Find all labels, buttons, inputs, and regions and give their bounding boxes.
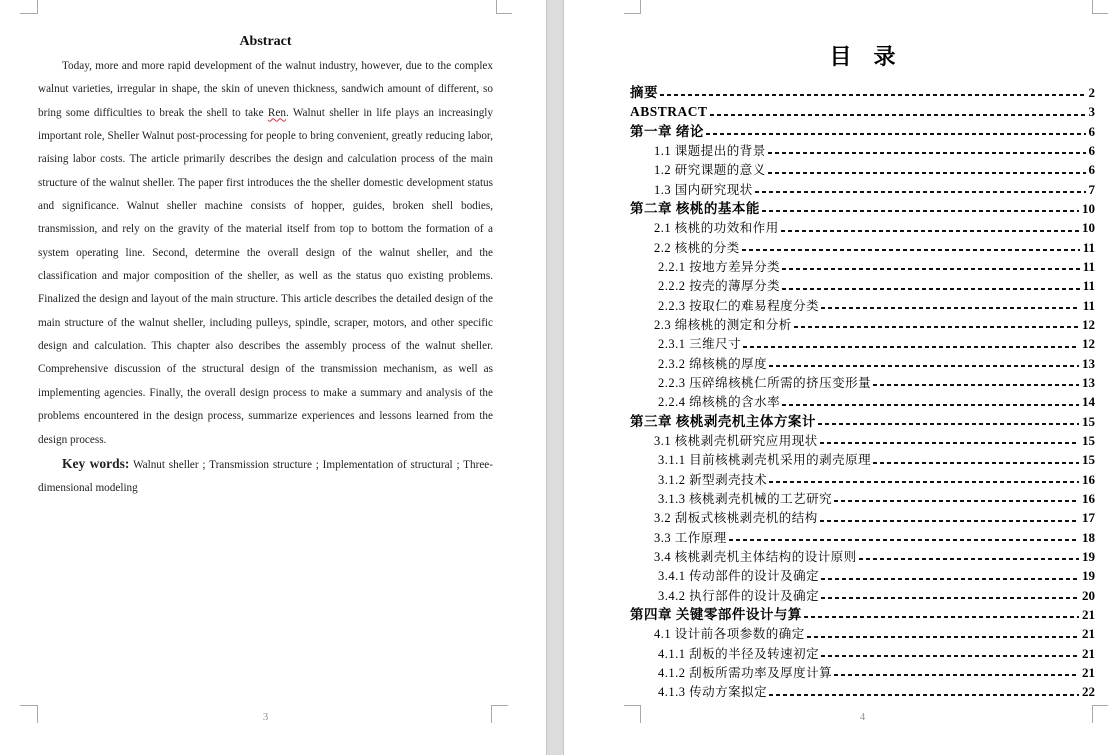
toc-entry-label: 2.2.4 绵核桃的含水率 bbox=[658, 395, 781, 410]
toc-entry[interactable] bbox=[630, 373, 1095, 392]
toc-entry-label: 3.4.1 传动部件的设计及确定 bbox=[658, 569, 820, 584]
toc-entry[interactable] bbox=[630, 586, 1095, 605]
keywords-text: Walnut sheller ; Transmission structure ; Implementation of structural ; Three-dimensional modeling bbox=[38, 458, 493, 495]
keywords-label: Key words: bbox=[62, 455, 130, 471]
abstract-paragraph bbox=[38, 55, 493, 452]
toc-entry-label: 3.1.3 核桃剥壳机械的工艺研究 bbox=[658, 491, 833, 506]
toc-entry-label: 3.4.2 执行部件的设计及确定 bbox=[658, 588, 820, 603]
toc-entry-label: 4.1 设计前各项参数的确定 bbox=[654, 627, 805, 642]
toc-entry-page: 6 bbox=[1088, 142, 1095, 158]
toc-dot-leader bbox=[781, 230, 1079, 232]
toc-entry-page: 15 bbox=[1082, 432, 1095, 448]
toc-entry-label: 1.1 课题提出的背景 bbox=[654, 143, 766, 158]
toc-entry[interactable] bbox=[630, 102, 1095, 121]
abstract-text-before: Today, more and more rapid development of the walnut industry, however, due to the complex walnut varieties, irregular in shape, the skin of uneven thickness, sandwich amount of different, so bring some difficulties to break the shell to take bbox=[38, 60, 493, 119]
toc-entry-label: 2.3.2 绵核桃的厚度 bbox=[658, 356, 768, 371]
toc-entry[interactable] bbox=[630, 238, 1095, 257]
toc-entry[interactable] bbox=[630, 160, 1095, 179]
toc-entry[interactable] bbox=[630, 644, 1095, 663]
toc-dot-leader bbox=[873, 384, 1079, 386]
toc-entry-label: 3.4 核桃剥壳机主体结构的设计原则 bbox=[654, 549, 857, 564]
toc-entry-label: 3.1 核桃剥壳机研究应用现状 bbox=[654, 433, 818, 448]
toc-entry-label: 4.1.1 刮板的半径及转速初定 bbox=[658, 646, 820, 661]
toc-entry-label: 2.2.3 压碎绵核桃仁所需的挤压变形量 bbox=[658, 375, 872, 390]
toc-entry-page: 21 bbox=[1082, 606, 1095, 622]
toc-entry-label: 2.2.3 按取仁的难易程度分类 bbox=[658, 298, 820, 313]
margin-crop-mark bbox=[20, 705, 38, 723]
toc-entry-label: 摘要 bbox=[630, 85, 658, 100]
toc-entry-page: 10 bbox=[1082, 200, 1095, 216]
toc-entry-label: 3.1.1 目前核桃剥壳机采用的剥壳原理 bbox=[658, 453, 872, 468]
toc-entry-page: 17 bbox=[1082, 510, 1095, 526]
toc-dot-leader bbox=[762, 210, 1079, 212]
toc-dot-leader bbox=[768, 152, 1086, 154]
abstract-text-after: . Walnut sheller in life plays an increasingly important role, Sheller Walnut post-processing for people to bring convenient, greatly reducing labor, raising labor costs. The article primarily describes the design and calculation process of the main structure of the walnut sheller. The paper first introduces the the sheller domestic development status and significance. Walnut sheller machine consists of hopper, guides, broken shell bodies, transmission, and rely on the gravity of the material itself from top to bottom the formation of a system operating line. Second, determine the overall design of the walnut sheller, and the classification and major composition of the sheller, as well as the status quo existing problems. Finalized the design and layout of the main structure. This article describes the detailed design of the main structure of the walnut sheller, including pulleys, spindle, scraper, motors, and other specific design and calculation. This chapter also describes the assembly process of the walnut sheller. Comprehensive discussion of the structural design of the transmission mechanism, as well as implementing agencies. Finally, the overall design process to make a summary and analysis of the problems encountered in the design process, summarize experiences and lessons learned from the design process. bbox=[38, 106, 493, 446]
toc-entry-page: 11 bbox=[1082, 297, 1095, 313]
toc-entry[interactable] bbox=[630, 566, 1095, 585]
toc-dot-leader bbox=[820, 442, 1079, 444]
toc-dot-leader bbox=[821, 597, 1079, 599]
toc-dot-leader bbox=[782, 268, 1080, 270]
toc-column bbox=[630, 0, 1095, 702]
toc-entry[interactable] bbox=[630, 334, 1095, 353]
toc-entry-page: 11 bbox=[1082, 239, 1095, 255]
margin-crop-mark bbox=[491, 705, 508, 723]
toc-entry-label: 第二章 核桃的基本能 bbox=[630, 200, 760, 216]
toc-entry-page: 11 bbox=[1082, 278, 1095, 294]
toc-entry-page: 19 bbox=[1082, 548, 1095, 564]
margin-crop-mark bbox=[496, 0, 512, 14]
toc-dot-leader bbox=[768, 172, 1086, 174]
abstract-column bbox=[38, 34, 493, 501]
toc-entry-label: 1.2 研究课题的意义 bbox=[654, 163, 766, 178]
toc-entry-page: 13 bbox=[1082, 355, 1095, 371]
toc-entry-label: 2.2.1 按地方差异分类 bbox=[658, 259, 781, 274]
toc-entry-page: 11 bbox=[1082, 258, 1095, 274]
toc-dot-leader bbox=[782, 404, 1079, 406]
toc-dot-leader bbox=[769, 365, 1079, 367]
toc-dot-leader bbox=[769, 694, 1079, 696]
toc-entry[interactable] bbox=[630, 257, 1095, 276]
toc-entry[interactable] bbox=[630, 489, 1095, 508]
toc-dot-leader bbox=[706, 133, 1086, 135]
toc-entry-page: 6 bbox=[1088, 123, 1095, 139]
toc-entry-label: 第三章 核桃剥壳机主体方案计 bbox=[630, 413, 816, 429]
toc-dot-leader bbox=[818, 423, 1079, 425]
toc-entry[interactable] bbox=[630, 276, 1095, 295]
toc-entry-page: 10 bbox=[1082, 220, 1095, 236]
toc-entry-page: 20 bbox=[1082, 587, 1095, 603]
toc-entry-page: 6 bbox=[1088, 162, 1095, 178]
toc-entry-page: 12 bbox=[1082, 336, 1095, 352]
spellcheck-flagged-word: Ren bbox=[267, 106, 286, 119]
toc-entry-page: 22 bbox=[1082, 684, 1095, 700]
toc-entry-label: 2.2 核桃的分类 bbox=[654, 240, 740, 255]
toc-entry-label: 3.2 刮板式核桃剥壳机的结构 bbox=[654, 511, 818, 526]
toc-entry-label: 第四章 关键零部件设计与算 bbox=[630, 606, 802, 622]
toc-entry[interactable] bbox=[630, 199, 1095, 218]
toc-entry[interactable] bbox=[630, 392, 1095, 411]
toc-entry-page: 15 bbox=[1082, 413, 1095, 429]
toc-entry-label: 3.3 工作原理 bbox=[654, 530, 727, 545]
toc-dot-leader bbox=[660, 94, 1086, 96]
toc-entry-label: 1.3 国内研究现状 bbox=[654, 182, 753, 197]
toc-entry-page: 15 bbox=[1082, 452, 1095, 468]
toc-heading: 目 录 bbox=[829, 44, 896, 69]
toc-entry[interactable] bbox=[630, 450, 1095, 469]
toc-dot-leader bbox=[782, 288, 1080, 290]
toc-entry-page: 16 bbox=[1082, 490, 1095, 506]
page-gap-divider bbox=[546, 0, 564, 755]
toc-entry-label: 4.1.2 刮板所需功率及厚度计算 bbox=[658, 665, 833, 680]
toc-entry-page: 21 bbox=[1082, 645, 1095, 661]
abstract-body bbox=[38, 55, 493, 501]
toc-dot-leader bbox=[834, 674, 1079, 676]
toc-dot-leader bbox=[834, 500, 1079, 502]
toc-entry-label: ABSTRACT bbox=[630, 104, 708, 120]
abstract-heading: Abstract bbox=[239, 34, 292, 49]
margin-crop-mark bbox=[20, 0, 38, 14]
toc-entry-label: 2.2.2 按壳的薄厚分类 bbox=[658, 279, 781, 294]
toc-entry-label: 4.1.3 传动方案拟定 bbox=[658, 685, 768, 700]
toc-dot-leader bbox=[807, 636, 1079, 638]
toc-entry-page: 3 bbox=[1088, 104, 1095, 120]
toc-dot-leader bbox=[729, 539, 1079, 541]
toc-dot-leader bbox=[859, 558, 1079, 560]
toc-entry[interactable] bbox=[630, 547, 1095, 566]
toc-entry-page: 14 bbox=[1082, 394, 1095, 410]
keywords-paragraph bbox=[38, 452, 493, 501]
toc-entry-page: 18 bbox=[1082, 529, 1095, 545]
toc-dot-leader bbox=[821, 307, 1080, 309]
toc-entry[interactable] bbox=[630, 528, 1095, 547]
toc-entry-page: 7 bbox=[1088, 181, 1095, 197]
toc-entry-page: 12 bbox=[1082, 316, 1095, 332]
toc-entry[interactable] bbox=[630, 315, 1095, 334]
toc-dot-leader bbox=[743, 346, 1079, 348]
toc-entry[interactable] bbox=[630, 508, 1095, 527]
toc-dot-leader bbox=[742, 249, 1080, 251]
toc-dot-leader bbox=[769, 481, 1079, 483]
toc-entry[interactable] bbox=[630, 180, 1095, 199]
toc-entry[interactable] bbox=[630, 83, 1095, 102]
toc-entry[interactable] bbox=[630, 218, 1095, 237]
toc-entry[interactable] bbox=[630, 354, 1095, 373]
toc-entry-label: 第一章 绪论 bbox=[630, 123, 704, 139]
page-number-right: 4 bbox=[859, 711, 866, 723]
toc-entry[interactable] bbox=[630, 682, 1095, 701]
toc-entry[interactable] bbox=[630, 663, 1095, 682]
toc-entry[interactable] bbox=[630, 122, 1095, 141]
toc-entry[interactable] bbox=[630, 624, 1095, 643]
toc-entry-label: 3.1.2 新型剥壳技术 bbox=[658, 472, 768, 487]
toc-entry-page: 2 bbox=[1088, 85, 1095, 100]
toc-entry-page: 13 bbox=[1082, 374, 1095, 390]
toc-entry-label: 2.3.1 三维尺寸 bbox=[658, 337, 742, 352]
toc-dot-leader bbox=[820, 520, 1079, 522]
toc-dot-leader bbox=[755, 191, 1086, 193]
toc-entry[interactable] bbox=[630, 412, 1095, 431]
toc-dot-leader bbox=[821, 655, 1079, 657]
toc-entry[interactable] bbox=[630, 296, 1095, 315]
toc-entry[interactable] bbox=[630, 141, 1095, 160]
toc-dot-leader bbox=[821, 578, 1079, 580]
toc-entry-page: 21 bbox=[1082, 664, 1095, 680]
toc-entry[interactable] bbox=[630, 431, 1095, 450]
toc-entry-label: 2.3 绵核桃的测定和分析 bbox=[654, 317, 792, 332]
toc-dot-leader bbox=[804, 616, 1079, 618]
page-number-left: 3 bbox=[262, 711, 269, 723]
toc-dot-leader bbox=[710, 114, 1086, 116]
toc-entry-page: 19 bbox=[1082, 568, 1095, 584]
toc-dot-leader bbox=[873, 462, 1079, 464]
toc-entry-page: 21 bbox=[1082, 626, 1095, 642]
toc-entry[interactable] bbox=[630, 605, 1095, 624]
toc-entry-page: 16 bbox=[1082, 471, 1095, 487]
toc-entry-label: 2.1 核桃的功效和作用 bbox=[654, 221, 779, 236]
toc-entry[interactable] bbox=[630, 470, 1095, 489]
toc-dot-leader bbox=[794, 326, 1079, 328]
toc-list bbox=[630, 83, 1095, 702]
